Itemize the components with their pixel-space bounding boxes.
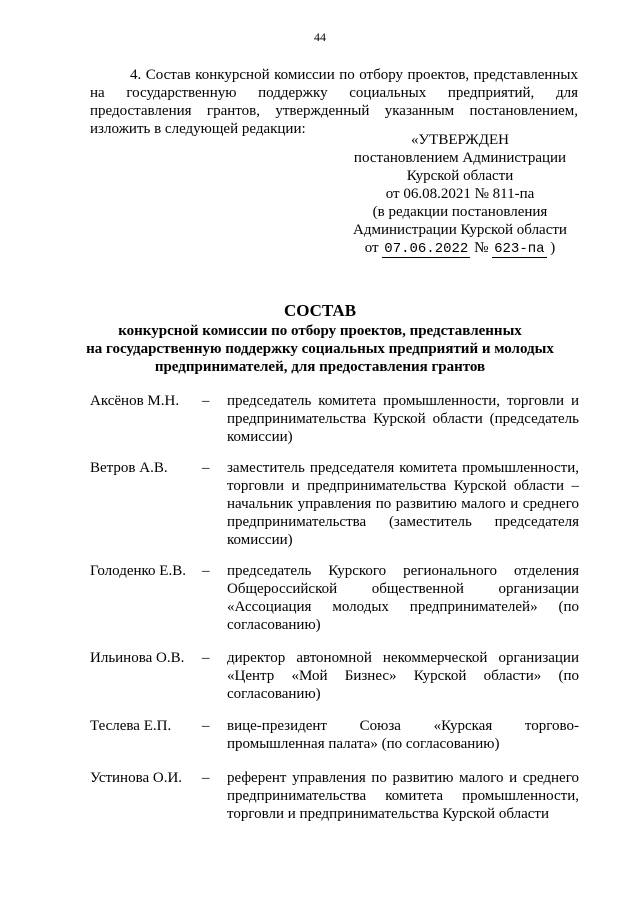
approval-line-3: Курской области bbox=[406, 168, 514, 184]
member-dash: – bbox=[202, 718, 210, 734]
member-description: председатель комитета промышленности, торговли и предпринимательства Курской области (председатель комиссии) bbox=[227, 393, 579, 445]
member-description: референт управления по развитию малого и среднего предпринимательства комитета промышленности, торговли и предпринимательства Курской области bbox=[227, 770, 579, 822]
member-name: Аксёнов М.Н. bbox=[90, 393, 180, 409]
member-description: заместитель председателя комитета промышленности, торговли и предпринимательства Курской области – начальник управления по развитию малого и среднего предпринимательства (заместитель председателя комиссии) bbox=[227, 460, 579, 548]
handwritten-number: 623-па bbox=[494, 241, 545, 257]
member-description: вице-президент Союза «Курская торгово-промышленная палата» (по согласованию) bbox=[227, 718, 579, 752]
approval-line-6: Администрации Курской области bbox=[353, 222, 567, 238]
member-row bbox=[90, 392, 590, 446]
member-name: Ветров А.В. bbox=[90, 460, 168, 476]
heading-title: СОСТАВ bbox=[283, 301, 357, 320]
member-description: председатель Курского регионального отделения Общероссийской общественной организации «Ассоциация молодых предпринимателей» (по согласованию) bbox=[227, 563, 579, 633]
member-dash: – bbox=[202, 770, 210, 786]
number-prefix: № bbox=[474, 240, 489, 256]
approval-line-4: от 06.08.2021 № 811-па bbox=[385, 186, 535, 202]
approval-line-1: «УТВЕРЖДЕН bbox=[411, 132, 509, 148]
heading-subtitle-3: предпринимателей, для предоставления грантов bbox=[154, 359, 486, 375]
heading-subtitle-2: на государственную поддержку социальных предприятий и молодых bbox=[86, 341, 554, 357]
member-name: Теслева Е.П. bbox=[90, 718, 172, 734]
member-dash: – bbox=[202, 650, 210, 666]
approval-line-5: (в редакции постановления bbox=[372, 204, 548, 220]
member-name: Ильинова О.В. bbox=[90, 650, 185, 666]
handwritten-date: 07.06.2022 bbox=[384, 241, 469, 257]
intro-text: 4. Состав конкурсной комиссии по отбору проектов, представленных на государственную поддержку социальных предприятий, для предоставления грантов, утвержденный указанным постановлением, изложить в следующей редакции: bbox=[90, 67, 578, 137]
member-dash: – bbox=[202, 460, 210, 476]
member-name: Устинова О.И. bbox=[90, 770, 183, 786]
heading-subtitle-1: конкурсной комиссии по отбору проектов, представленных bbox=[118, 323, 522, 339]
date-prefix: от bbox=[364, 240, 379, 256]
closing-paren: ) bbox=[550, 240, 556, 256]
member-row bbox=[90, 769, 590, 823]
page-number: 44 bbox=[314, 30, 326, 44]
member-description: директор автономной некоммерческой организации «Центр «Мой Бизнес» Курской области» (по согласованию) bbox=[227, 650, 579, 702]
member-dash: – bbox=[202, 563, 210, 579]
member-name: Голоденко Е.В. bbox=[90, 563, 186, 579]
member-row bbox=[90, 717, 590, 753]
member-row bbox=[90, 459, 590, 549]
member-row bbox=[90, 562, 590, 634]
member-dash: – bbox=[202, 393, 210, 409]
member-row bbox=[90, 649, 590, 703]
approval-line-2: постановлением Администрации bbox=[353, 150, 567, 166]
